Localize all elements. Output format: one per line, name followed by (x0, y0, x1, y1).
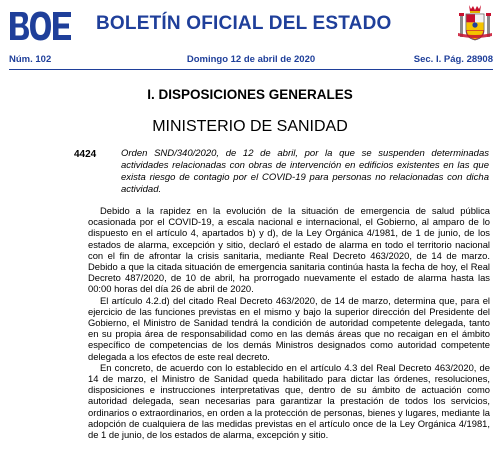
header-rule (9, 69, 493, 70)
issue-meta (9, 54, 493, 67)
body-paragraph: El artículo 4.2.d) del citado Real Decreto 463/2020, de 14 de marzo, determina que, para el ejercicio de las funciones previstas en el mismo y bajo la superior dirección del Presidente del Gobierno, el Ministro de Sanidad tendrá la condición de autoridad competente delegada, tanto en su propia área de responsabilidad como en las demás áreas que no recaigan en el ámbito específico de competencias de los demás Ministros designados como autoridad competente delegada a los efectos de este real decreto. (88, 294, 490, 362)
order-number: 4424 (74, 149, 97, 160)
spain-coat-of-arms-icon (458, 3, 492, 45)
masthead-title: BOLETÍN OFICIAL DEL ESTADO (96, 13, 392, 34)
issue-number: Núm. 102 (9, 54, 52, 65)
boe-logo-icon (9, 11, 72, 41)
order-summary: Orden SND/340/2020, de 12 de abril, por la que se suspenden determinadas actividades relacionadas con obras de intervención en edificios existentes en las que exista riesgo de contagio por el COVID-19 para personas no relacionadas con dicha actividad. (121, 148, 489, 195)
order-body (88, 205, 490, 440)
issue-date: Domingo 12 de abril de 2020 (186, 54, 316, 65)
section-title: I. DISPOSICIONES GENERALES (147, 87, 353, 102)
body-paragraph: Debido a la rapidez en la evolución de la situación de emergencia de salud pública ocasionada por el COVID-19, a escala nacional e internacional, el Gobierno, al amparo de lo dispuesto en el artículo 4, apartados b) y d), de la Ley Orgánica 4/1981, de 1 de junio, de los estados de alarma, excepción y sitio, declaró el estado de alarma en todo el territorio nacional con el fin de afrontar la crisis sanitaria, mediante Real Decreto 463/2020, de 14 de marzo. Debido a que la citada situación de emergencia sanitaria continúa hasta la fecha de hoy, el Real Decreto 487/2020, de 10 de abril, ha prorrogado nuevamente el estado de alarma hasta las 00:00 horas del día 26 de abril de 2020. (88, 205, 490, 295)
body-paragraph: En concreto, de acuerdo con lo establecido en el artículo 4.3 del Real Decreto 463/2020, de 14 de marzo, el Ministro de Sanidad queda habilitado para dictar las órdenes, resoluciones, disposiciones e instrucciones interpretativas que, dentro de su ámbito de actuación como autoridad delegada, sean necesarias para garantizar la prestación de todos los servicios, ordinarios o extraordinarios, en orden a la protección de personas, bienes y lugares, mediante la adopción de cualquiera de las medidas previstas en el artículo once de la Ley Orgánica 4/1981, de 1 de junio, de los estados de alarma, excepción y sitio. (88, 361, 490, 441)
section-page: Sec. I. Pág. 28908 (413, 54, 493, 65)
ministry-title: MINISTERIO DE SANIDAD (152, 118, 348, 135)
